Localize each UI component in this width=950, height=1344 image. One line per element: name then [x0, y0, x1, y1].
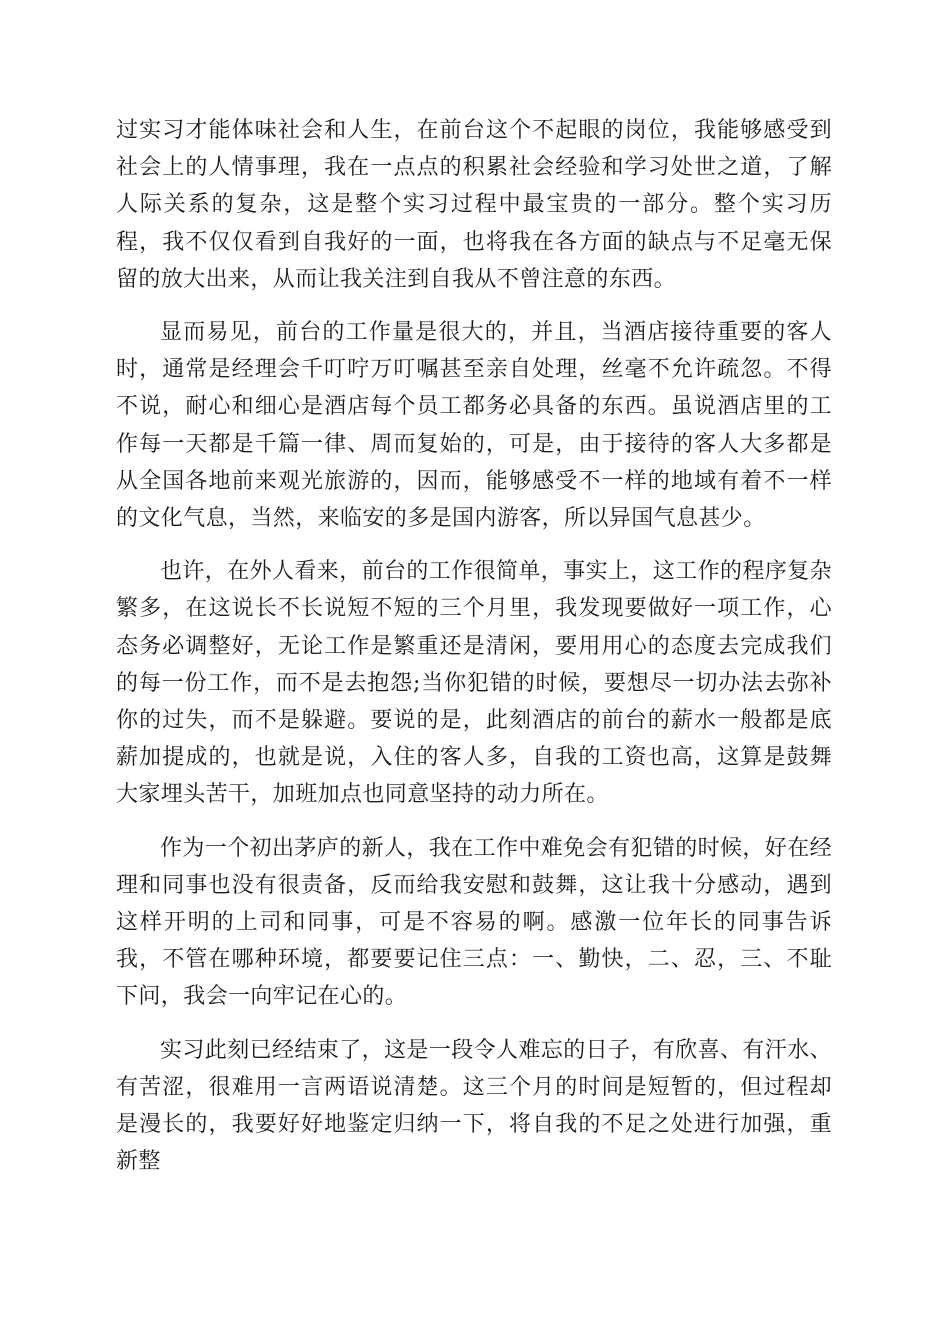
paragraph-4: 作为一个初出茅庐的新人，我在工作中难免会有犯错的时候，好在经理和同事也没有很责备，反而给我安慰和鼓舞，这让我十分感动，遇到这样开明的上司和同事，可是不容易的啊。感激一位年长的同事告诉我，不管在哪种环境，都要要记住三点：一、勤快，二、忍，三、不耻下问，我会一向牢记在心的。	[116, 835, 833, 1010]
document-body	[116, 112, 832, 1196]
paragraph-5: 实习此刻已经结束了，这是一段令人难忘的日子，有欣喜、有汗水、有苦涩，很难用一言两语说清楚。这三个月的时间是短暂的，但过程却是漫长的，我要好好地鉴定归纳一下，将自我的不足之处进行加强，重新整	[116, 1037, 833, 1175]
paragraph-2: 显而易见，前台的工作量是很大的，并且，当酒店接待重要的客人时，通常是经理会千叮咛万叮嘱甚至亲自处理，丝毫不允许疏忽。不得不说，耐心和细心是酒店每个员工都务必具备的东西。虽说酒店里的工作每一天都是千篇一律、周而复始的，可是，由于接待的客人大多都是从全国各地前来观光旅游的，因而，能够感受不一样的地域有着不一样的文化气息，当然，来临安的多是国内游客，所以异国气息甚少。	[116, 320, 832, 532]
paragraph-1: 过实习才能体味社会和人生，在前台这个不起眼的岗位，我能够感受到社会上的人情事理，我在一点点的积累社会经验和学习处世之道，了解人际关系的复杂，这是整个实习过程中最宝贵的一部分。整个实习历程，我不仅仅看到自我好的一面，也将我在各方面的缺点与不足毫无保留的放大出来，从而让我关注到自我从不曾注意的东西。	[116, 118, 832, 292]
paragraph-3: 也许，在外人看来，前台的工作很简单，事实上，这工作的程序复杂繁多，在这说长不长说短不短的三个月里，我发现要做好一项工作，心态务必调整好，无论工作是繁重还是清闲，要用用心的态度去完成我们的每一份工作，而不是去抱怨;当你犯错的时候，要想尽一切办法去弥补你的过失，而不是躲避。要说的是，此刻酒店的前台的薪水一般都是底薪加提成的，也就是说，入住的客人多，自我的工资也高，这算是鼓舞大家埋头苦干，加班加点也同意坚持的动力所在。	[116, 559, 833, 808]
